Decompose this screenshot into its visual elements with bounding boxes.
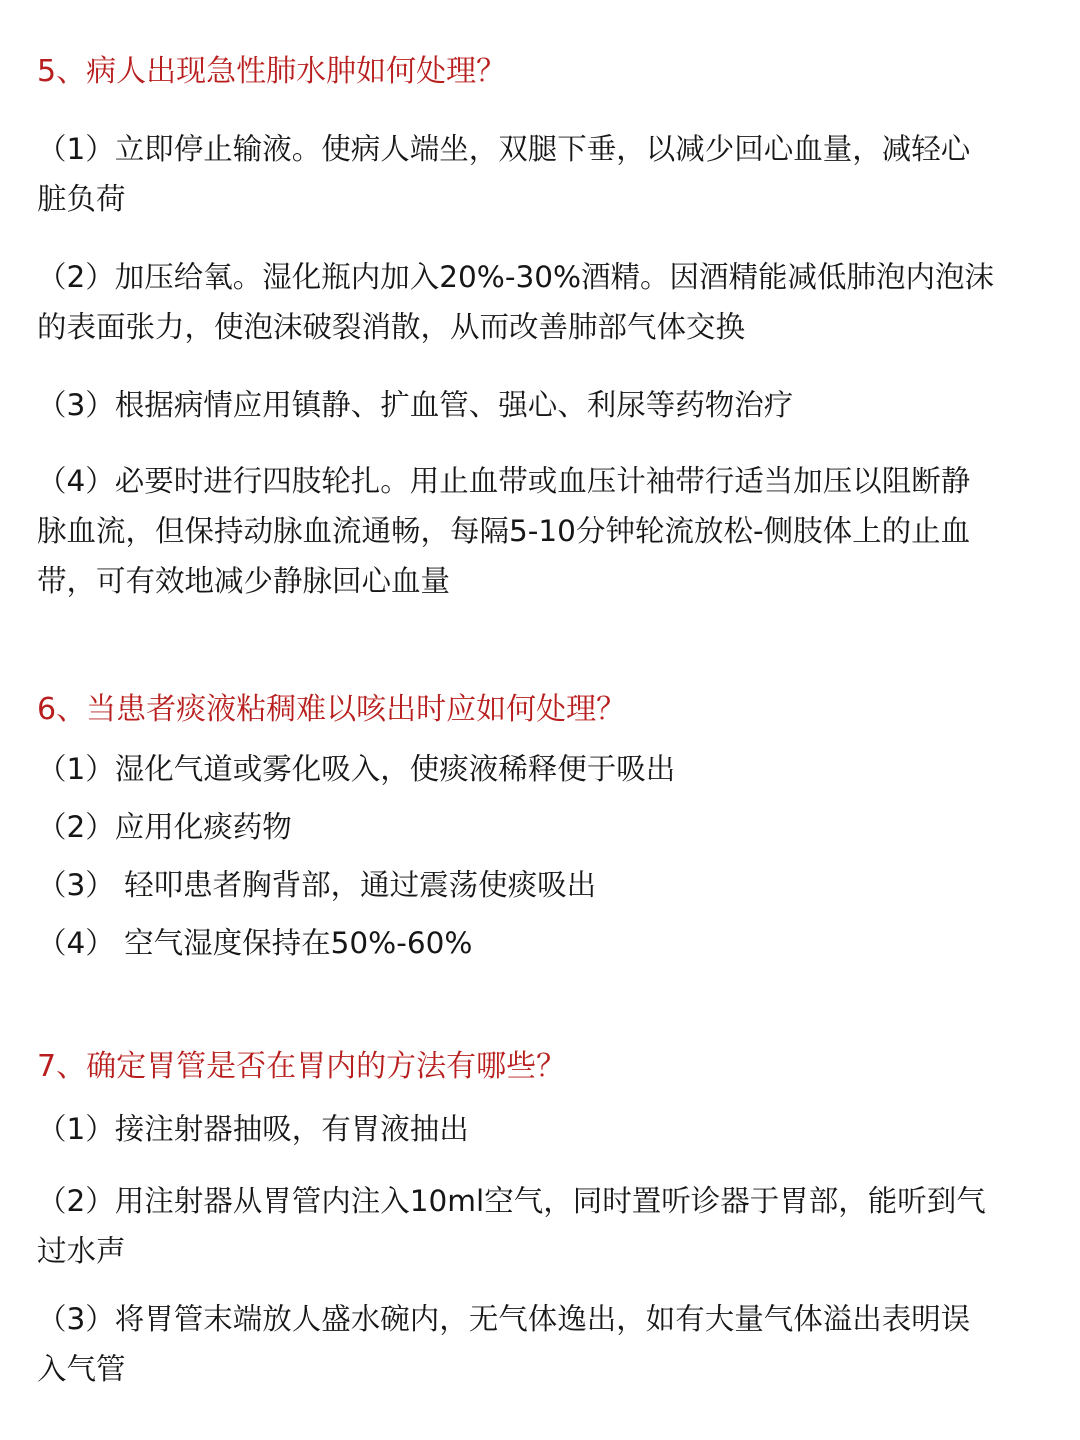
section-7-item-3 [37, 1294, 1027, 1394]
text-line: （4） 空气湿度保持在50%-60% [37, 926, 473, 960]
section-7-item-1 [37, 1104, 1027, 1154]
text-line: 脉血流，但保持动脉血流通畅，每隔5-10分钟轮流放松-侧肢体上的止血 [37, 514, 971, 548]
section-5-item-3 [37, 380, 1027, 430]
text-line: （1）接注射器抽吸，有胃液抽出 [37, 1112, 469, 1146]
text-line: （3）根据病情应用镇静、扩血管、强心、利尿等药物治疗 [37, 388, 794, 422]
section-6-item-1 [37, 744, 1027, 794]
text-line: 过水声 [37, 1234, 126, 1268]
text-line: （2）应用化痰药物 [37, 810, 292, 844]
section-heading-7: 7、确定胃管是否在胃内的方法有哪些？ [37, 1049, 567, 1084]
section-heading-5: 5、病人出现急性肺水肿如何处理？ [37, 54, 507, 89]
text-line: （3）将胃管末端放人盛水碗内，无气体逸出，如有大量气体溢出表明误 [37, 1302, 971, 1336]
section-5-item-1 [37, 124, 1027, 224]
text-line: （2）用注射器从胃管内注入10ml空气，同时置听诊器于胃部，能听到气 [37, 1184, 986, 1218]
section-5-item-2 [37, 252, 1027, 352]
text-line: （1）湿化气道或雾化吸入，使痰液稀释便于吸出 [37, 752, 676, 786]
section-6-item-3 [37, 860, 1027, 910]
section-5-item-4 [37, 456, 1027, 606]
section-7-item-2 [37, 1176, 1027, 1276]
text-line: 脏负荷 [37, 182, 126, 216]
section-6-item-2 [37, 802, 1027, 852]
text-line: （4）必要时进行四肢轮扎。用止血带或血压计袖带行适当加压以阻断静 [37, 464, 971, 498]
text-line: 的表面张力，使泡沫破裂消散，从而改善肺部气体交换 [37, 310, 746, 344]
text-line: 带，可有效地减少静脉回心血量 [37, 564, 451, 598]
section-heading-6: 6、当患者痰液粘稠难以咳出时应如何处理？ [37, 692, 627, 727]
text-line: 入气管 [37, 1352, 126, 1386]
text-line: （1）立即停止输液。使病人端坐，双腿下垂，以减少回心血量，减轻心 [37, 132, 971, 166]
section-6-item-4 [37, 918, 1027, 968]
text-line: （2）加压给氧。湿化瓶内加入20%-30%酒精。因酒精能减低肺泡内泡沫 [37, 260, 995, 294]
text-line: （3） 轻叩患者胸背部，通过震荡使痰吸出 [37, 868, 597, 902]
